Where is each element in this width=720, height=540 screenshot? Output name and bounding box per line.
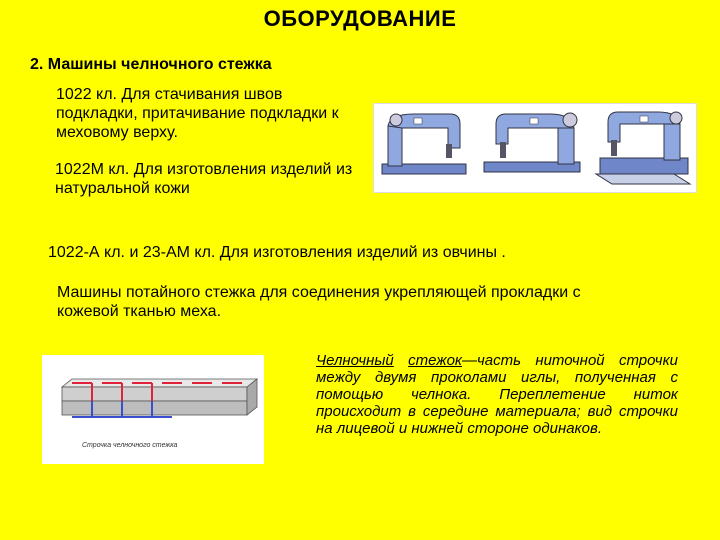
sewing-machines-illustration xyxy=(374,104,696,192)
definition-text: —часть ниточной строчки между двумя проколами иглы, полученная с помощью челнока. Переплетение ниток происходит в середине материала; вид строчки на лицевой и нижней стороне одинаков. xyxy=(316,352,678,437)
lockstitch-illustration xyxy=(42,355,264,464)
paragraph-1022m: 1022М кл. Для изготовления изделий из натуральной кожи xyxy=(55,161,353,197)
sewing-machine-1 xyxy=(382,114,466,174)
paragraph-1022a: 1022-А кл. и 23-АМ кл. Для изготовления изделий из овчины . xyxy=(48,244,506,261)
paragraph-blind-stitch: Машины потайного стежка для соединения укрепляющей прокладки с кожевой тканью меха. xyxy=(57,284,581,320)
sewing-machine-3 xyxy=(596,112,690,184)
sewing-machine-2 xyxy=(484,113,580,172)
section-heading: 2. Машины челночного стежка xyxy=(30,56,272,73)
paragraph-1022: 1022 кл. Для стачивания швов подкладки, притачивание подкладки к меховому верху. xyxy=(56,86,339,141)
stitch-diagram-image xyxy=(42,355,264,464)
stitch-caption: Строчка челночного стежка xyxy=(82,442,178,449)
sewing-machines-image xyxy=(373,103,697,193)
definition-term-2: стежок xyxy=(408,352,462,369)
lockstitch-definition xyxy=(316,352,678,437)
definition-term-1: Челночный xyxy=(316,352,394,369)
slide-title: ОБОРУДОВАНИЕ xyxy=(263,6,457,31)
